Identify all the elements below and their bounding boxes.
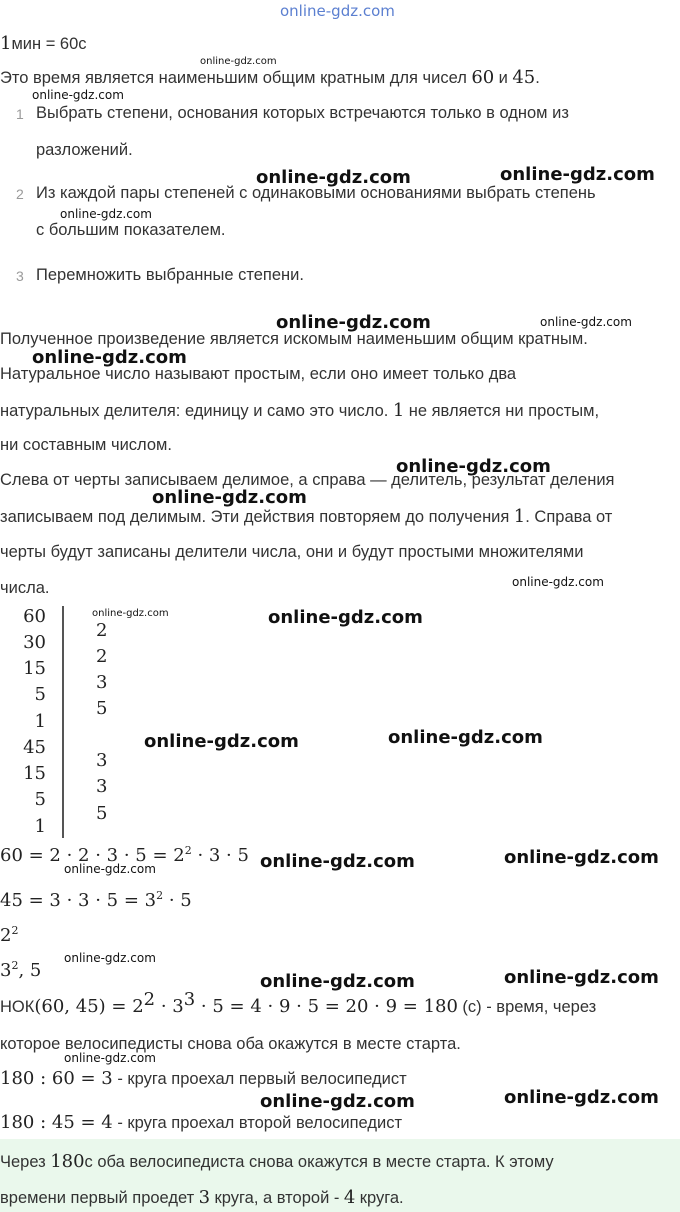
para-text: не является ни простым, [408,402,600,420]
exponent: 3 [183,989,196,1010]
nok-unit-text: (с) - время, через [462,998,597,1016]
eq-part: 2 [0,925,12,946]
exponent: 2 [143,989,156,1010]
paragraph-1: Полученное произведение является искомым наименьшим общим кратным. [0,330,588,348]
para-num: 1 [392,400,405,421]
watermark: online-gdz.com [60,207,152,221]
dividend: 5 [34,684,46,705]
divisor: 2 [96,646,108,667]
laps-math: 180 : 45 = 4 [0,1112,113,1133]
paragraph-3-line-4: числа. [0,579,50,597]
divisor: 5 [96,803,108,824]
intro-period: . [535,69,540,87]
laps-math: 180 : 60 = 3 [0,1068,113,1089]
eq-part: 60 = 2 · 2 · 3 · 5 = 2 [0,845,185,866]
answer-num: 180 [50,1151,85,1172]
exponent: 2 [11,959,19,972]
intro-num-45: 45 [512,67,536,88]
eq-part: · 5 [163,890,192,911]
nok-expr: = 2 [105,996,144,1017]
nok-equation [0,989,597,1017]
watermark: online-gdz.com [260,1091,415,1112]
answer-text: Через [0,1153,46,1171]
intro-one: 1 [0,33,12,54]
step-2-line-2: с большим показателем. [36,221,226,239]
intro-minute: мин = 60с [11,35,87,53]
intro-text: Это время является наименьшим общим кратным для чисел [0,69,467,87]
nok-expr: · 5 = 4 · 9 · 5 = 20 · 9 = 180 [195,996,458,1017]
intro-line-2 [0,67,540,88]
dividend: 45 [23,737,46,758]
intro-num-60: 60 [471,67,495,88]
watermark: online-gdz.com [32,347,187,368]
step-2-line-1: Из каждой пары степеней с одинаковыми основаниями выбрать степень [36,184,596,202]
watermark-top: online-gdz.com [280,2,395,20]
watermark: online-gdz.com [276,312,431,333]
watermark: online-gdz.com [512,575,604,589]
answer-line-2 [0,1187,404,1208]
intro-line-1 [0,33,87,54]
eq-part: 3 [0,960,12,981]
dividend: 15 [23,763,46,784]
watermark: online-gdz.com [500,164,655,185]
paragraph-2-line-3: ни составным числом. [0,436,172,454]
paragraph-3-line-3: черты будут записаны делители числа, они и будут простыми множителями [0,543,584,561]
watermark: online-gdz.com [504,967,659,988]
divisor: 3 [96,776,108,797]
watermark: online-gdz.com [144,731,299,752]
answer-text: круга. [359,1189,404,1207]
watermark: online-gdz.com [504,847,659,868]
watermark: online-gdz.com [32,88,124,102]
watermark: online-gdz.com [64,951,156,965]
step-1-line-2: разложений. [36,141,133,159]
selected-powers-3-5 [0,960,41,981]
exponent: 2 [184,844,192,857]
step-number: 3 [16,268,24,284]
eq-part: , 5 [18,960,42,981]
eq-part: 45 = 3 · 3 · 5 = 3 [0,890,157,911]
dividend: 5 [34,789,46,810]
watermark: online-gdz.com [200,56,277,67]
nok-label: НОК [0,998,35,1016]
step-number: 1 [16,106,24,122]
dividend: 1 [34,816,46,837]
dividend: 60 [23,606,46,627]
watermark: online-gdz.com [268,607,423,628]
divisor: 2 [96,620,108,641]
dividend: 30 [23,632,46,653]
paragraph-3-line-2 [0,506,612,527]
intro-and: и [498,69,508,87]
answer-num: 3 [198,1187,211,1208]
paragraph-3-line-1: Слева от черты записываем делимое, а справа — делитель, результат деления [0,471,615,489]
para-text: записываем под делимым. Эти действия повторяем до получения [0,508,510,526]
eq-part: · 3 · 5 [191,845,249,866]
laps-second [0,1112,402,1133]
paragraph-2-line-2 [0,400,599,421]
watermark: online-gdz.com [256,167,411,188]
factorization-divider [62,606,64,838]
para-text: натуральных делителя: единицу и само это число. [0,402,389,420]
dividend: 15 [23,658,46,679]
watermark: online-gdz.com [92,608,169,619]
divisor: 3 [96,750,108,771]
watermark: online-gdz.com [64,862,156,876]
nok-args: (60, 45) [34,996,106,1017]
laps-text: - круга проехал первый велосипедист [112,1070,407,1088]
watermark: online-gdz.com [504,1087,659,1108]
answer-num: 4 [343,1187,356,1208]
equation-45 [0,890,192,911]
watermark: online-gdz.com [152,487,307,508]
answer-text: с оба велосипедиста снова окажутся в месте старта. К этому [84,1153,554,1171]
para-num: 1 [513,506,526,527]
exponent: 2 [156,889,164,902]
nok-expr: · 3 [155,996,184,1017]
nok-line-2: которое велосипедисты снова оба окажутся в месте старта. [0,1035,461,1053]
selected-power-2 [0,925,18,946]
laps-first [0,1068,407,1089]
watermark: online-gdz.com [396,456,551,477]
para-text: . Справа от [525,508,613,526]
watermark: online-gdz.com [260,971,415,992]
step-1-line-1: Выбрать степени, основания которых встречаются только в одном из [36,104,569,122]
watermark: online-gdz.com [64,1051,156,1065]
answer-text: времени первый проедет [0,1189,195,1207]
watermark: online-gdz.com [388,727,543,748]
divisor: 3 [96,672,108,693]
paragraph-2-line-1: Натуральное число называют простым, если оно имеет только два [0,365,517,383]
answer-line-1 [0,1151,554,1172]
step-3-line-1: Перемножить выбранные степени. [36,266,304,284]
exponent: 2 [11,924,19,937]
dividend: 1 [34,711,46,732]
step-number: 2 [16,186,24,202]
laps-text: - круга проехал второй велосипедист [112,1114,403,1132]
divisor: 5 [96,698,108,719]
watermark: online-gdz.com [540,315,632,329]
watermark: online-gdz.com [260,851,415,872]
answer-text: круга, а второй - [214,1189,340,1207]
